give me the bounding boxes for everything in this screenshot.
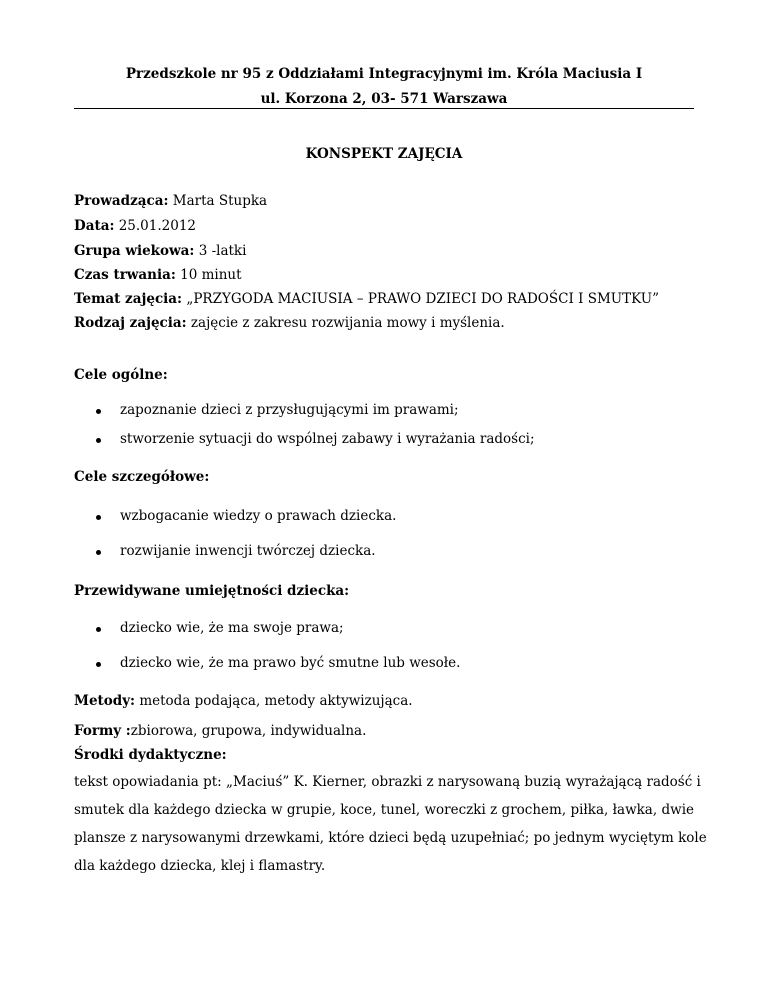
field-label: Data: — [74, 218, 115, 234]
paragraph-line: smutek dla każdego dziecka w grupie, koce, tunel, woreczki z grochem, piłka, ławka, dwie — [74, 802, 694, 818]
field-data — [74, 218, 196, 234]
field-formy — [74, 723, 366, 739]
field-value: zbiorowa, grupowa, indywidualna. — [130, 723, 367, 739]
school-name: Przedszkole nr 95 z Oddziałami Integracyjnymi im. Króla Maciusia I — [125, 66, 643, 82]
paragraph-line: plansze z narysowanymi drzewkami, które dzieci będą uzupełniać; po jednym wyciętym kole — [74, 830, 707, 846]
header-divider — [74, 108, 694, 109]
paragraph-line: tekst opowiadania pt: „Maciuś” K. Kierner, obrazki z narysowaną buzią wyrażającą radość i — [74, 774, 701, 790]
field-czas-trwania — [74, 267, 242, 283]
umiejetnosci-heading: Przewidywane umiejętności dziecka: — [74, 583, 350, 599]
field-value: Marta Stupka — [168, 193, 268, 209]
field-label: Czas trwania: — [74, 267, 176, 283]
bullet-icon — [96, 550, 101, 555]
field-value: metoda podająca, metody aktywizująca. — [135, 693, 413, 709]
field-label: Temat zajęcia: — [74, 291, 183, 307]
bullet-icon — [96, 627, 101, 632]
list-item-text: wzbogacanie wiedzy o prawach dziecka. — [120, 508, 397, 524]
field-prowadzaca — [74, 193, 267, 209]
document-title: KONSPEKT ZAJĘCIA — [305, 146, 463, 162]
list-item-text: dziecko wie, że ma swoje prawa; — [120, 620, 344, 636]
field-value: 3 -latki — [194, 243, 247, 259]
srodki-heading: Środki dydaktyczne: — [74, 747, 227, 763]
field-label: Rodzaj zajęcia: — [74, 315, 187, 331]
srodki-paragraph — [74, 768, 707, 880]
field-label: Prowadząca: — [74, 193, 169, 209]
field-label: Grupa wiekowa: — [74, 243, 195, 259]
field-value: zajęcie z zakresu rozwijania mowy i myślenia. — [186, 315, 505, 331]
bullet-icon — [96, 438, 101, 443]
field-temat — [74, 291, 659, 307]
list-item-text: dziecko wie, że ma prawo być smutne lub wesołe. — [120, 655, 461, 671]
list-item-text: rozwijanie inwencji twórczej dziecka. — [120, 543, 376, 559]
field-metody — [74, 693, 413, 709]
field-value: 25.01.2012 — [114, 218, 197, 234]
bullet-icon — [96, 515, 101, 520]
field-value: „PRZYGODA MACIUSIA – PRAWO DZIECI DO RADOŚCI I SMUTKU” — [182, 291, 660, 307]
bullet-icon — [96, 662, 101, 667]
field-label: Metody: — [74, 693, 136, 709]
school-address: ul. Korzona 2, 03- 571 Warszawa — [260, 91, 508, 107]
bullet-icon — [96, 409, 101, 414]
field-grupa-wiekowa — [74, 243, 246, 259]
list-item-text: zapoznanie dzieci z przysługującymi im prawami; — [120, 402, 459, 418]
paragraph-line: dla każdego dziecka, klej i flamastry. — [74, 858, 326, 874]
field-label: Formy : — [74, 723, 131, 739]
list-item-text: stworzenie sytuacji do wspólnej zabawy i wyrażania radości; — [120, 431, 535, 447]
cele-szczegolowe-heading: Cele szczegółowe: — [74, 469, 210, 485]
cele-ogolne-heading: Cele ogólne: — [74, 367, 168, 383]
field-value: 10 minut — [175, 267, 242, 283]
field-rodzaj — [74, 315, 505, 331]
